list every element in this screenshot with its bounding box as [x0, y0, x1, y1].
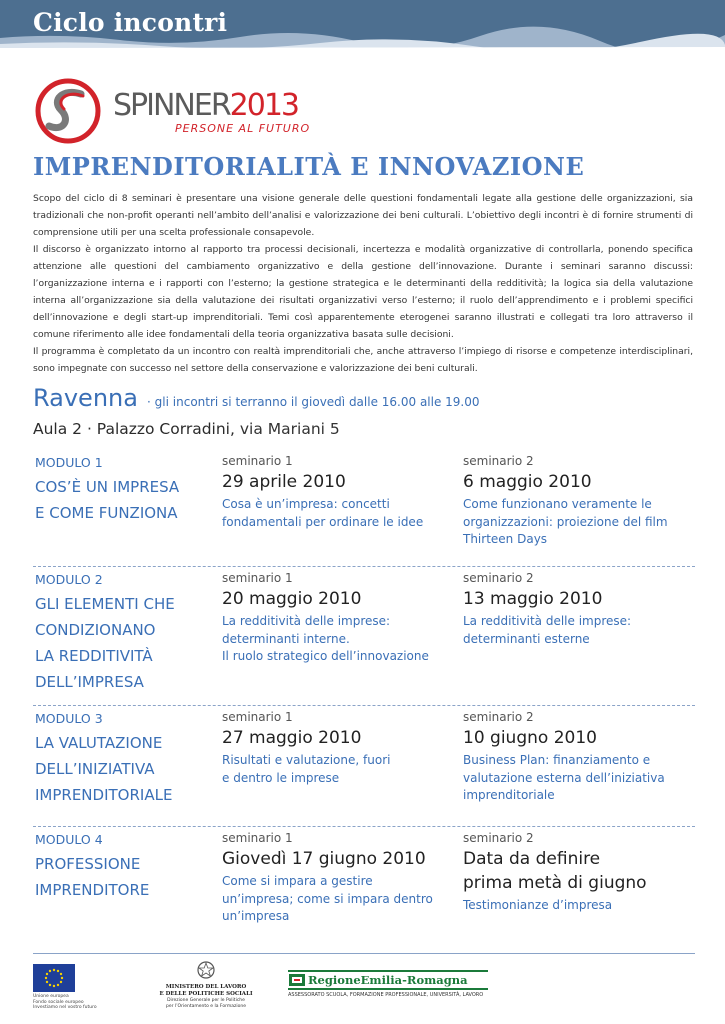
intro-paragraph: Scopo del ciclo di 8 seminari è presentare una visione generale delle questioni fondamentali legate alla gestione delle organizzazioni, sia tradizionali che non-profit operanti nell’ambito dell’analisi e valorizzazione dei beni culturali. L’obiettivo degli incontri è di fornire strumenti di comprensione utili per una scelta professionale consapevole. [33, 193, 693, 238]
seminar-description-line: Il ruolo strategico dell’innovazione [222, 649, 429, 663]
region-subtitle: ASSESSORATO SCUOLA, FORMAZIONE PROFESSIONALE, UNIVERSITÀ, LAVORO [288, 992, 484, 998]
seminar-label: seminario 1 [222, 571, 293, 585]
header-band [0, 0, 725, 50]
seminar-1 [222, 830, 447, 926]
module-title-line: LA VALUTAZIONE [35, 734, 163, 752]
seminar-label: seminario 2 [463, 571, 534, 585]
module-label: MODULO 2 [35, 572, 103, 587]
seminar-label: seminario 1 [222, 454, 293, 468]
seminar-date: 29 aprile 2010 [222, 472, 346, 492]
module-label: MODULO 1 [35, 455, 103, 470]
ministry-name-line: MINISTERO DEL LAVORO [165, 984, 247, 990]
module-title-line: IMPRENDITORE [35, 881, 150, 899]
seminar-2 [463, 570, 688, 648]
seminar-1 [222, 453, 447, 531]
seminar-2 [463, 709, 688, 805]
seminar-description [463, 496, 688, 549]
seminar-description-line: imprenditoriale [463, 788, 555, 802]
seminar-description-line: un’impresa [222, 909, 290, 923]
seminar-description [222, 873, 447, 926]
seminar-date: 27 maggio 2010 [222, 728, 362, 748]
ministry-subtitle-line: per l’Orientamento e la Formazione [165, 1003, 247, 1009]
region-name-text: RegioneEmilia-Romagna [308, 973, 468, 987]
intro-paragraph: Il discorso è organizzato intorno al rapporto tra processi decisionali, incertezza e modalità organizzative di controllarla, ponendo specifica attenzione alle questioni del cambiamento organizzativo e della gestione dell’innovazione. Durante i seminari saranno discussi: l’organizzazione interna e i rapporti con l’esterno; la gestione strategica e le determinanti della redditività; la logica sia della valutazione interna all’organizzazione sia della valutazione dei risultati organizzativi verso l’esterno; il ruolo dell’apprendimento e i problemi specifici dell’innovazione e degli start-up imprenditoriali. Temi così apparentemente eterogenei saranno illustrati e collegati tra loro attraverso il comune riferimento alle idee fondamentali della teoria organizzativa basata sulle decisioni. [33, 244, 693, 340]
modules-schedule [33, 450, 695, 947]
footer-divider [33, 953, 695, 954]
module-title-line: IMPRENDITORIALE [35, 786, 173, 804]
seminar-description-line: valutazione esterna dell’iniziativa [463, 770, 665, 785]
ministry-logo [151, 960, 261, 1009]
schedule-note: · gli incontri si terranno il giovedì dalle 16.00 alle 19.00 [147, 395, 480, 409]
seminar-1 [222, 709, 447, 787]
seminar-label: seminario 2 [463, 710, 534, 724]
seminar-date: 13 maggio 2010 [463, 589, 603, 609]
logo-brand-word: SPINNER [113, 88, 230, 123]
seminar-description-line: Risultati e valutazione, fuori [222, 753, 391, 767]
seminar-description-line: Business Plan: finanziamento e [463, 753, 651, 767]
seminar-description-line: un’impresa; come si impara dentro [222, 891, 433, 906]
intro-paragraph: Il programma è completato da un incontro con realtà imprenditoriali che, anche attraverso l’impiego di risorse e competenze interdisciplinari, sono impegnate con successo nel settore della conservazione e valorizzazione dei beni culturali. [33, 346, 693, 374]
seminar-date: Data da definire [463, 849, 601, 869]
module-title-line: GLI ELEMENTI CHE [35, 595, 175, 613]
seminar-description [222, 613, 447, 666]
city-line [33, 384, 480, 412]
module-label: MODULO 4 [35, 832, 103, 847]
seminar-description-line: e dentro le imprese [222, 770, 340, 785]
module-row [33, 450, 695, 567]
intro-text [33, 190, 693, 377]
header-title: Ciclo incontri [33, 8, 228, 37]
region-name [288, 970, 488, 990]
seminar-description-line: fondamentali per ordinare le idee [222, 514, 424, 529]
module-title-line: DELL’INIZIATIVA [35, 760, 155, 778]
module-row [33, 567, 695, 706]
page-title: IMPRENDITORIALITÀ E INNOVAZIONE [33, 152, 585, 181]
venue-name: Aula 2 · Palazzo Corradini, [33, 420, 235, 438]
module-label: MODULO 3 [35, 711, 103, 726]
module-title-line: DELL’IMPRESA [35, 673, 144, 691]
region-logo [288, 970, 488, 998]
logo-wordmark [113, 88, 298, 123]
seminar-description-line: La redditività delle imprese: [463, 614, 632, 628]
logo-brand-year: 2013 [229, 88, 299, 123]
module-title-line: E COME FUNZIONA [35, 504, 178, 522]
footer-logos [33, 960, 695, 1020]
regione-emilia-romagna-logo-icon [289, 974, 305, 986]
seminar-label: seminario 2 [463, 454, 534, 468]
seminar-description-line: Come si impara a gestire [222, 874, 373, 888]
module-title-line: COS’È UN IMPRESA [35, 478, 180, 496]
ministry-name-line: E DELLE POLITICHE SOCIALI [159, 991, 253, 997]
spinner-logo [33, 78, 311, 144]
eu-caption-line: Unione europea [33, 994, 69, 999]
module-title [35, 851, 215, 903]
seminar-label: seminario 1 [222, 831, 293, 845]
eu-caption [33, 994, 97, 1011]
module-title-line: CONDIZIONANO [35, 621, 156, 639]
ministry-name [151, 984, 261, 998]
seminar-1 [222, 570, 447, 666]
eu-caption-line: Fondo sociale europeo [33, 999, 84, 1005]
seminar-description-line: determinanti esterne [463, 631, 590, 646]
eu-flag-icon [33, 964, 75, 992]
seminar-2 [463, 453, 688, 549]
seminar-label: seminario 2 [463, 831, 534, 845]
seminar-date: 6 maggio 2010 [463, 472, 592, 492]
seminar-date-note: prima metà di giugno [463, 873, 647, 893]
seminar-description-line: Come funzionano veramente le [463, 497, 652, 511]
italian-republic-emblem-icon [196, 960, 216, 980]
eu-caption-line: Investiamo nel vostro futuro [33, 1005, 97, 1010]
seminar-description-line: organizzazioni: proiezione del film [463, 514, 668, 529]
eu-logo [33, 964, 97, 1011]
module-title [35, 730, 215, 808]
seminar-description [463, 897, 688, 915]
seminar-date: Giovedì 17 giugno 2010 [222, 849, 426, 869]
seminar-description [222, 752, 447, 787]
module-title-line: LA REDDITIVITÀ [35, 647, 153, 665]
venue-line [33, 420, 340, 438]
city-name: Ravenna [33, 384, 138, 412]
ministry-subtitle [151, 998, 261, 1009]
module-title [35, 474, 215, 526]
module-row [33, 706, 695, 827]
logo-tagline: PERSONE AL FUTURO [175, 122, 311, 135]
seminar-description-line: determinanti interne. [222, 631, 350, 646]
venue-address: via Mariani 5 [239, 420, 340, 438]
seminar-description [463, 613, 688, 648]
seminar-description-line: Testimonianze d’impresa [463, 898, 613, 912]
spinner-swirl-icon [33, 78, 107, 144]
module-title-line: PROFESSIONE [35, 855, 141, 873]
module-row [33, 827, 695, 947]
seminar-description [222, 496, 447, 531]
module-title [35, 591, 215, 695]
seminar-date: 20 maggio 2010 [222, 589, 362, 609]
seminar-date: 10 giugno 2010 [463, 728, 597, 748]
ministry-subtitle-line: Direzione Generale per le Politiche [167, 998, 245, 1003]
seminar-description-line: Thirteen Days [463, 532, 548, 546]
seminar-2 [463, 830, 688, 915]
seminar-label: seminario 1 [222, 710, 293, 724]
seminar-description [463, 752, 688, 805]
seminar-description-line: La redditività delle imprese: [222, 614, 391, 628]
seminar-description-line: Cosa è un’impresa: concetti [222, 497, 390, 511]
